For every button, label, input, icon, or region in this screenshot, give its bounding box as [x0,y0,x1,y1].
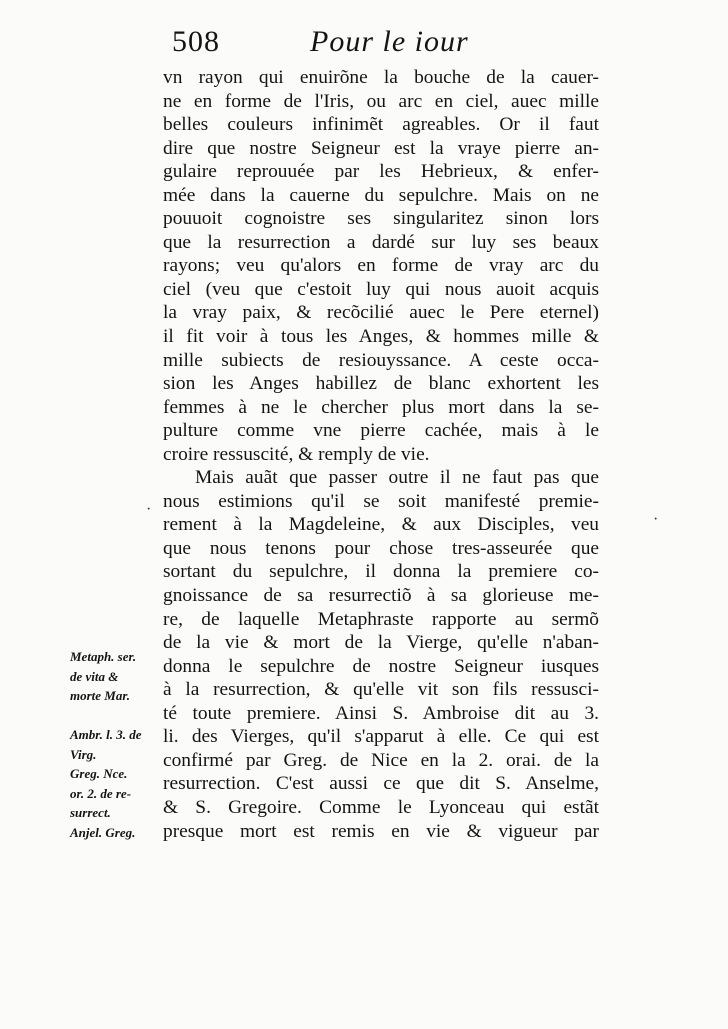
margin-note: morte Mar. [70,688,130,703]
text-line: sortant du sepulchre, il donna la premiere co- [163,561,599,583]
text-line: il fit voir à tous les Anges, & hommes mille & [163,326,599,348]
text-line: sion les Anges habillez de blanc exhortent les [163,373,599,395]
text-line: rement à la Magdeleine, & aux Disciples, veu [163,514,599,536]
margin-note: de vita & [70,668,119,684]
text-line: de la vie & mort de la Vierge, qu'elle n'aban- [163,632,599,654]
margin-note: Anjel. Greg. [70,824,136,840]
margin-notes [70,647,170,842]
text-line: re, de laquelle Metaphraste rapporte au sermõ [163,608,599,630]
text-line: donna le sepulchre de nostre Seigneur iusques [163,655,599,677]
text-line: resurrection. C'est aussi ce que dit S. Anselme, [163,773,599,795]
margin-note: Virg. [70,746,97,762]
ink-speck: · [146,501,152,518]
main-text-block [163,66,599,843]
margin-note: Metaph. ser. [70,649,137,664]
text-line: té toute premiere. Ainsi S. Ambroise dit au 3. [163,702,599,724]
text-line: pulture comme vne pierre cachée, mais à le [163,420,599,442]
text-line: mille subiects de resiouyssance. A ceste occa- [163,349,599,371]
text-line: nous estimions qu'il se soit manifesté premie- [163,490,599,512]
margin-note: Ambr. l. 3. de [70,727,142,742]
text-line: mée dans la cauerne du sepulchre. Mais on ne [163,184,599,206]
text-line: li. des Vierges, qu'il s'apparut à elle. Ce qui est [163,726,599,748]
margin-note: Greg. Nce. [70,766,128,781]
text-line: & S. Gregoire. Comme le Lyonceau qui estãt [163,796,599,818]
text-line: à la resurrection, & qu'elle vit son fils ressusci- [163,679,599,701]
page-header [172,20,592,68]
text-line: ciel (veu que c'estoit luy qui nous auoit acquis [163,278,599,300]
page-number: 508 [172,25,220,58]
text-line: confirmé par Greg. de Nice en la 2. orai. de la [163,749,599,771]
text-line: presque mort est remis en vie & vigueur par [163,820,599,842]
text-line: pouuoit cognoistre ses singularitez sinon lors [163,208,599,230]
margin-note: surrect. [70,805,111,820]
paragraph-end-line: croire ressuscité, & remply de vie. [163,443,430,465]
text-line: belles couleurs infinimẽt agreables. Or il faut [163,114,599,136]
ink-speck: · [653,511,659,528]
text-line: gnoissance de sa resurrectiõ à sa glorieuse me- [163,585,599,607]
text-line: la vray paix, & recõcilié auec le Pere eternel) [163,302,599,324]
running-title: Pour le iour [310,25,469,58]
text-line: que nous tenons pour chose tres-asseurée que [163,537,599,559]
text-line: que la resurrection a dardé sur luy ses beaux [163,231,599,253]
text-line: vn rayon qui enuirõne la bouche de la cauer- [163,67,599,88]
text-line: dire que nostre Seigneur est la vraye pierre an- [163,137,599,159]
text-line: rayons; veu qu'alors en forme de vray arc du [163,255,599,277]
text-line: ne en forme de l'Iris, ou arc en ciel, auec mille [163,90,599,112]
text-line: gulaire reprouuée par les Hebrieux, & enfer- [163,161,599,183]
margin-note-spacer [70,706,170,726]
paragraph-start-line: Mais auãt que passer outre il ne faut pas que [195,467,599,489]
margin-note: or. 2. de re- [70,785,132,801]
text-line: femmes à ne le chercher plus mort dans la se- [163,396,599,418]
